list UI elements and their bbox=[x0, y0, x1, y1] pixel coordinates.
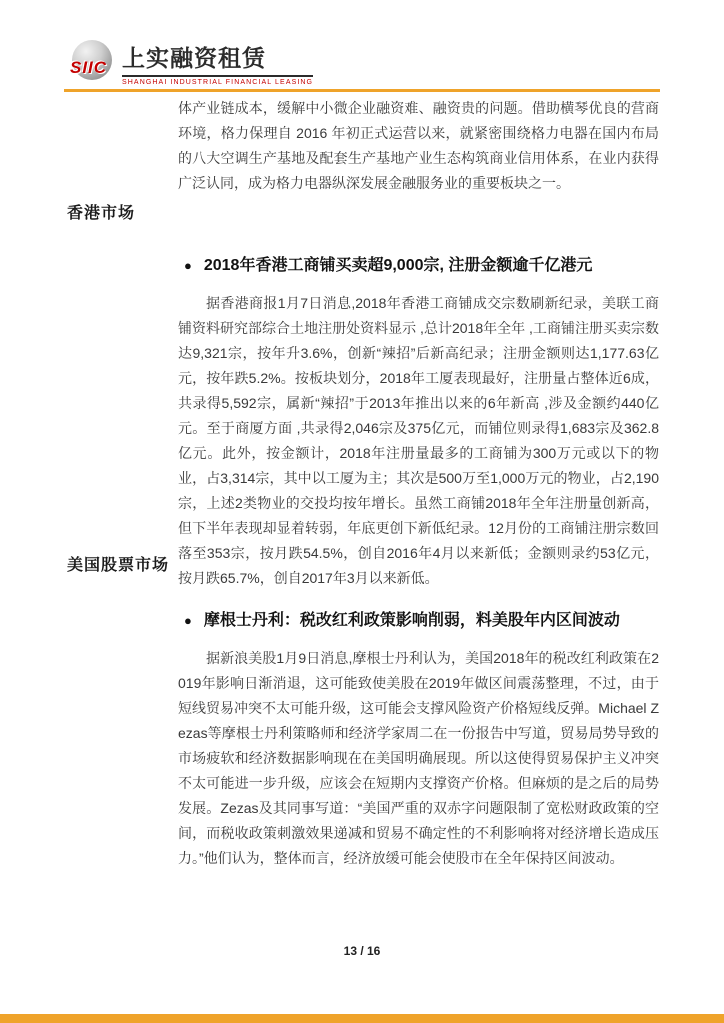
logo-wordmark bbox=[122, 40, 313, 86]
section-title-hong-kong-market: 香港市场 bbox=[67, 205, 136, 222]
news-paragraph-us-stocks: 据新浪美股1月9日消息,摩根士丹利认为，美国2018年的税改红利政策在2019年影响日渐消退，这可能致使美股在2019年做区间震荡整理，不过，由于短线贸易冲突不太可能升级，这可能会支撑风险资产价格短线反弹。Michael Zezas等摩根士丹利策略师和经济学家周二在一份报告中写道，贸易局势导致的市场疲软和经济数据影响现在在美国明确展现。所以这使得贸易保护主义冲突不太可能进一步升级，应该会在短期内支撑资产价格。但麻烦的是之后的局势发展。Zezas及其同事写道：“美国严重的双赤字问题限制了宽松财政政策的空间，而税收政策刺激效果递减和贸易不确定性的不利影响将对经济增长造成压力。”他们认为，整体而言，经济放缓可能会使股市在全年保持区间波动。 bbox=[178, 650, 659, 866]
intro-paragraph: 体产业链成本，缓解中小微企业融资难、融资贵的问题。借助横琴优良的营商环境，格力保理自 2016 年初正式运营以来，就紧密围绕格力电器在国内布局的八大空调生产基地及配套生产基地产业生态构筑商业信用体系，在业内获得广泛认同，成为格力电器纵深发展金融服务业的重要板块之一。 bbox=[178, 100, 659, 191]
news-headline: 2018年香港工商铺买卖超9,000宗, 注册金额逾千亿港元 bbox=[203, 257, 593, 274]
news-item-header bbox=[184, 254, 664, 278]
news-paragraph-hong-kong: 据香港商报1月7日消息,2018年香港工商铺成交宗数刷新纪录，美联工商铺资料研究部综合土地注册处资料显示 ,总计2018年全年 ,工商铺注册买卖宗数达9,321宗，按年升3.6%，创新“辣招”后新高纪录；注册金额则达1,177.63亿元，按年跌5.2%。按板块划分，2018年工厦表现最好，注册量占整体近6成，共录得5,592宗，属新“辣招”于2013年推出以来的6年新高 ,涉及金额约440亿元。至于商厦方面 ,共录得2,046宗及375亿元，而铺位则录得1,683宗及362.8亿元。此外，按金额计，2018年注册量最多的工商铺为300万元或以下的物业，占3,314宗，其中以工厦为主；其次是500万至1,000万元的物业，占2,190宗，上述2类物业的交投均按年增长。虽然工商铺2018年全年注册量创新高，但下半年表现却显着转弱，年底更创下新低纪录。12月份的工商铺注册宗数回落至353宗，按月跌54.5%，创自2016年4月以来新低；金额则录约53亿元，按月跌65.7%，创自2017年3月以来新低。 bbox=[178, 295, 659, 586]
bullet-icon: ● bbox=[184, 613, 192, 628]
news-item-header bbox=[184, 609, 664, 633]
footer-bar bbox=[0, 1014, 724, 1023]
logo-company-name-en: SHANGHAI INDUSTRIAL FINANCIAL LEASING bbox=[122, 79, 314, 86]
company-logo bbox=[72, 40, 313, 86]
logo-company-name-cn: 上实融资租赁 bbox=[122, 40, 313, 77]
header-divider bbox=[64, 89, 660, 92]
section-title-us-stock-market: 美国股票市场 bbox=[67, 557, 170, 574]
bullet-icon: ● bbox=[184, 258, 192, 273]
news-headline: 摩根士丹利：税改红利政策影响削弱，料美股年内区间波动 bbox=[203, 612, 620, 629]
page-number: 13 / 16 bbox=[343, 944, 381, 958]
siic-globe-icon bbox=[72, 40, 112, 80]
logo-siic-text: SIIC bbox=[70, 58, 108, 77]
